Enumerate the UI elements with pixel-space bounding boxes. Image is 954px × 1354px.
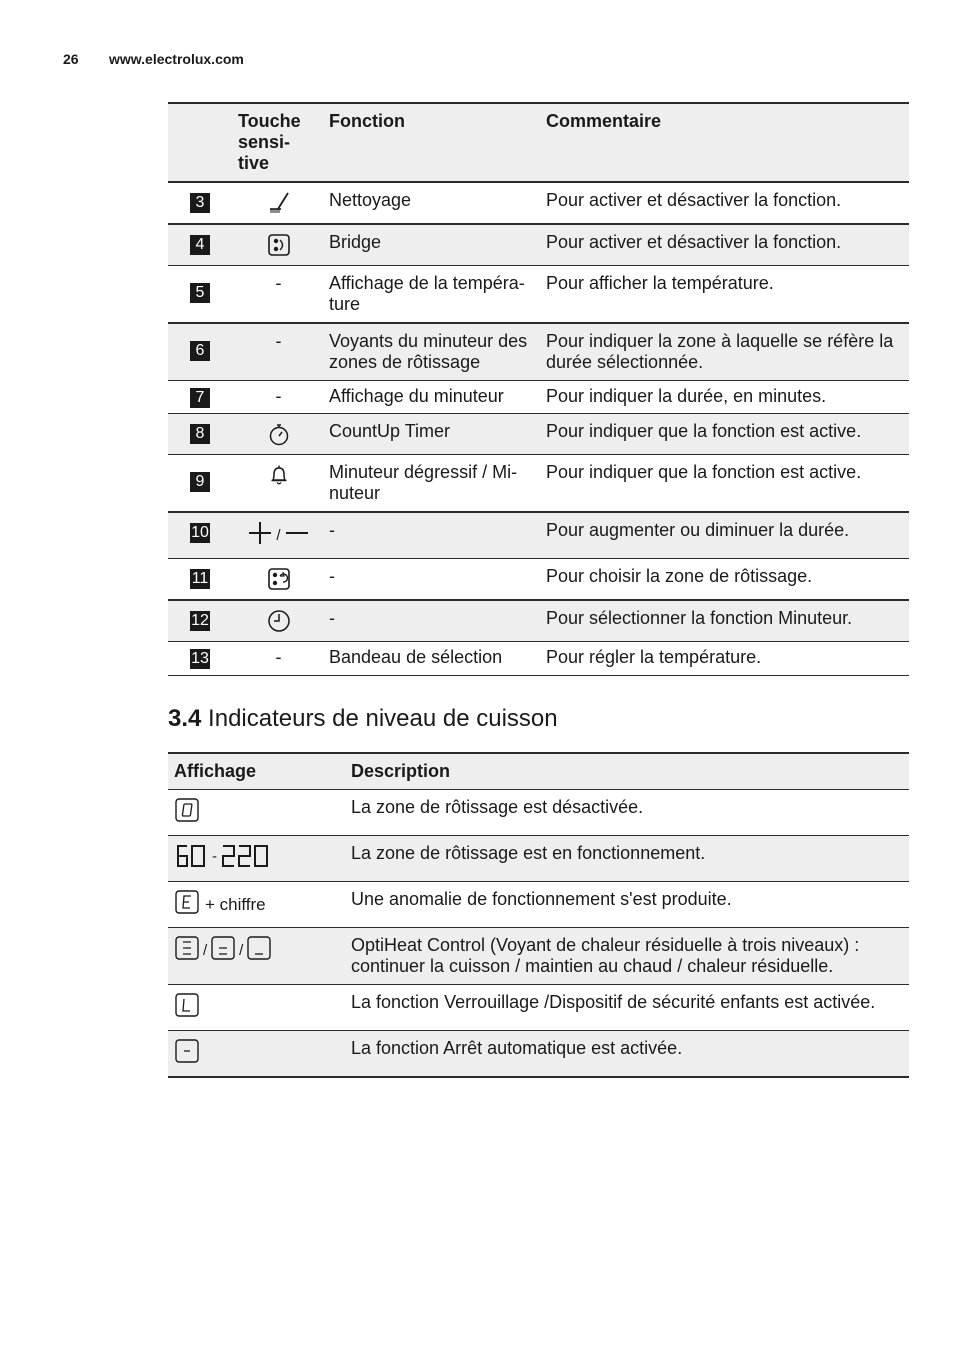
touch-dash: - [275, 273, 282, 293]
function-cell: - [329, 566, 335, 586]
table-row [168, 882, 909, 928]
table-row [168, 836, 909, 882]
display-e-icon [174, 889, 266, 915]
section-heading [168, 704, 558, 734]
comment-cell: Pour régler la température. [546, 647, 762, 667]
error-suffix: + chiffre [205, 895, 266, 914]
display-residual-heat-icon [174, 935, 272, 961]
description-cell: OptiHeat Control (Voyant de chaleur résiduelle à trois niveaux) : continuer la cuisson / maintien au chaud / chaleur résiduelle. [351, 935, 860, 976]
table-row [168, 512, 909, 559]
row-number-badge: 3 [190, 193, 210, 213]
row-number-badge: 13 [191, 650, 209, 667]
row-number-badge: 5 [190, 283, 210, 303]
table-header-row [168, 103, 909, 182]
comment-cell: Pour augmenter ou diminuer la durée. [546, 520, 850, 540]
table-row [168, 414, 909, 455]
function-cell: CountUp Timer [329, 421, 451, 441]
row-number-badge: 9 [190, 472, 210, 492]
table-row [168, 985, 909, 1031]
display-dash-icon [174, 1048, 200, 1068]
description-cell: Une anomalie de fonctionnement s'est produite. [351, 889, 732, 909]
row-number-badge: 11 [191, 570, 209, 587]
function-cell: Affichage de la tempéra-ture [329, 273, 525, 314]
comment-cell: Pour activer et désactiver la fonction. [546, 190, 842, 210]
header-function: Fonction [329, 111, 405, 131]
description-cell: La fonction Verrouillage /Dispositif de sécurité enfants est activée. [351, 992, 876, 1012]
row-number-badge: 12 [191, 612, 209, 629]
row-number-badge: 7 [190, 388, 210, 408]
display-60-220-icon [174, 843, 271, 869]
row-number-badge: 4 [190, 235, 210, 255]
page-number: 26 [63, 51, 79, 67]
header-description: Description [351, 761, 451, 781]
table-row [168, 381, 909, 414]
table-row [168, 790, 909, 836]
bridge-icon [266, 232, 292, 252]
description-cell: La fonction Arrêt automatique est activée. [351, 1038, 683, 1058]
range-separator: - [212, 848, 217, 865]
plus-minus-icon [247, 520, 309, 546]
zone-select-icon [266, 566, 292, 586]
plus-minus-separator: / [276, 526, 281, 544]
table-row [168, 642, 909, 676]
display-l-icon [174, 1002, 200, 1022]
section-title: Indicateurs de niveau de cuisson [208, 705, 558, 732]
table-row [168, 600, 909, 642]
touch-controls-table [168, 102, 909, 676]
comment-cell: Pour activer et désactiver la fonction. [546, 232, 842, 252]
comment-cell: Pour indiquer la zone à laquelle se réfère la durée sélectionnée. [546, 331, 894, 372]
stopwatch-icon [266, 421, 292, 441]
function-cell: Affichage du minuteur [329, 386, 504, 406]
table-row [168, 182, 909, 224]
header-comment: Commentaire [546, 111, 662, 131]
header-display: Affichage [174, 761, 257, 781]
function-cell: - [329, 608, 335, 628]
function-cell: Nettoyage [329, 190, 412, 210]
touch-dash: - [275, 647, 282, 667]
display-0-icon [174, 807, 200, 827]
cleaning-scraper-icon [266, 190, 292, 210]
description-cell: La zone de rôtissage est désactivée. [351, 797, 644, 817]
touch-dash: - [275, 386, 282, 406]
table-row [168, 928, 909, 985]
table-row [168, 455, 909, 513]
header-number [168, 103, 228, 182]
separator: / [239, 942, 244, 959]
header-touch: Touche sensi-tive [238, 111, 301, 173]
page-header [63, 51, 244, 67]
site-url: www.electrolux.com [109, 51, 244, 67]
comment-cell: Pour indiquer la durée, en minutes. [546, 386, 827, 406]
comment-cell: Pour afficher la température. [546, 273, 774, 293]
function-cell: Minuteur dégressif / Mi-nuteur [329, 462, 518, 503]
table-row [168, 559, 909, 601]
comment-cell: Pour indiquer que la fonction est active. [546, 462, 862, 482]
separator: / [203, 942, 208, 959]
table-row [168, 323, 909, 381]
cooking-level-indicators-table [168, 752, 909, 1078]
function-cell: Voyants du minuteur des zones de rôtissage [329, 331, 528, 372]
row-number-badge: 10 [191, 524, 209, 541]
table-row [168, 224, 909, 266]
table-header-row [168, 753, 909, 790]
comment-cell: Pour sélectionner la fonction Minuteur. [546, 608, 853, 628]
bell-icon [266, 462, 292, 482]
table-row [168, 1031, 909, 1078]
section-number: 3.4 [168, 705, 202, 732]
touch-dash: - [275, 331, 282, 351]
row-number-badge: 8 [190, 424, 210, 444]
comment-cell: Pour choisir la zone de rôtissage. [546, 566, 813, 586]
comment-cell: Pour indiquer que la fonction est active. [546, 421, 862, 441]
function-cell: Bridge [329, 232, 382, 252]
function-cell: Bandeau de sélection [329, 647, 503, 667]
description-cell: La zone de rôtissage est en fonctionnement. [351, 843, 706, 863]
table-row [168, 266, 909, 324]
clock-icon [266, 608, 292, 628]
function-cell: - [329, 520, 335, 540]
row-number-badge: 6 [190, 341, 210, 361]
